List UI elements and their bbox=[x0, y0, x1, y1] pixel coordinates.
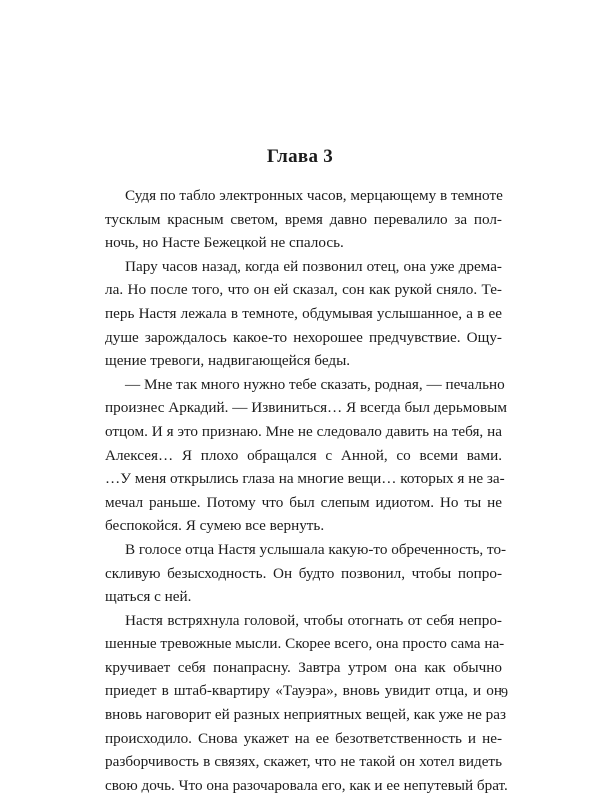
text-line: тусклым красным светом, время давно перевалило за пол- bbox=[105, 210, 502, 228]
text-line: беспокойся. Я сумею все вернуть. bbox=[105, 517, 325, 535]
text-line: разборчивость в связях, скажет, что не такой он хотел видеть bbox=[105, 753, 502, 771]
text-line: шенные тревожные мысли. Скорее всего, она просто сама на- bbox=[105, 635, 505, 653]
body-text bbox=[105, 184, 508, 797]
text-line: — Мне так много нужно тебе сказать, родная, — печально bbox=[125, 375, 505, 393]
text-line: кручивает себя понапрасну. Завтра утром она как обычно bbox=[105, 658, 502, 676]
text-line: свою дочь. Что она разочаровала его, как и ее непутевый брат. bbox=[105, 776, 508, 794]
text-line: ла. Но после того, что он ей сказал, сон как рукой сняло. Те- bbox=[105, 281, 502, 299]
text-line: щаться с ней. bbox=[105, 588, 192, 606]
text-line: вновь наговорит ей разных неприятных вещей, как уже не раз bbox=[105, 706, 506, 724]
text-line: Пару часов назад, когда ей позвонил отец, она уже дрема- bbox=[125, 257, 502, 275]
text-line: произнес Аркадий. — Извиниться… Я всегда был дерьмовым bbox=[105, 399, 507, 417]
text-line: происходило. Снова укажет на ее безответственность и не- bbox=[105, 729, 502, 747]
text-line: перь Настя лежала в темноте, обдумывая услышанное, а в ее bbox=[105, 304, 502, 322]
text-line: отцом. И я это признаю. Мне не следовало давить на тебя, на bbox=[105, 422, 502, 440]
chapter-title: Глава 3 bbox=[266, 146, 334, 167]
text-line: мечал раньше. Потому что был слепым идиотом. Но ты не bbox=[105, 493, 502, 511]
text-line: …У меня открылись глаза на многие вещи… которых я не за- bbox=[105, 470, 505, 488]
text-line: приедет в штаб-квартиру «Тауэра», вновь увидит отца, и он bbox=[105, 682, 502, 700]
text-line: Судя по табло электронных часов, мерцающему в темноте bbox=[125, 187, 503, 204]
text-line: скливую безысходность. Он будто позвонил, чтобы попро- bbox=[105, 564, 502, 582]
text-line: В голосе отца Настя услышала какую-то обреченность, то- bbox=[125, 540, 507, 558]
text-line: Настя встряхнула головой, чтобы отогнать от себя непро- bbox=[125, 611, 502, 629]
text-line: ночь, но Насте Бежецкой не спалось. bbox=[105, 234, 344, 252]
text-line: щение тревоги, надвигающейся беды. bbox=[105, 352, 351, 370]
page-number: 9 bbox=[501, 686, 508, 701]
text-line: душе зарождалось какое-то нехорошее предчувствие. Ощу- bbox=[105, 328, 502, 346]
text-line: Алексея… Я плохо обращался с Анной, со всеми вами. bbox=[105, 446, 502, 464]
